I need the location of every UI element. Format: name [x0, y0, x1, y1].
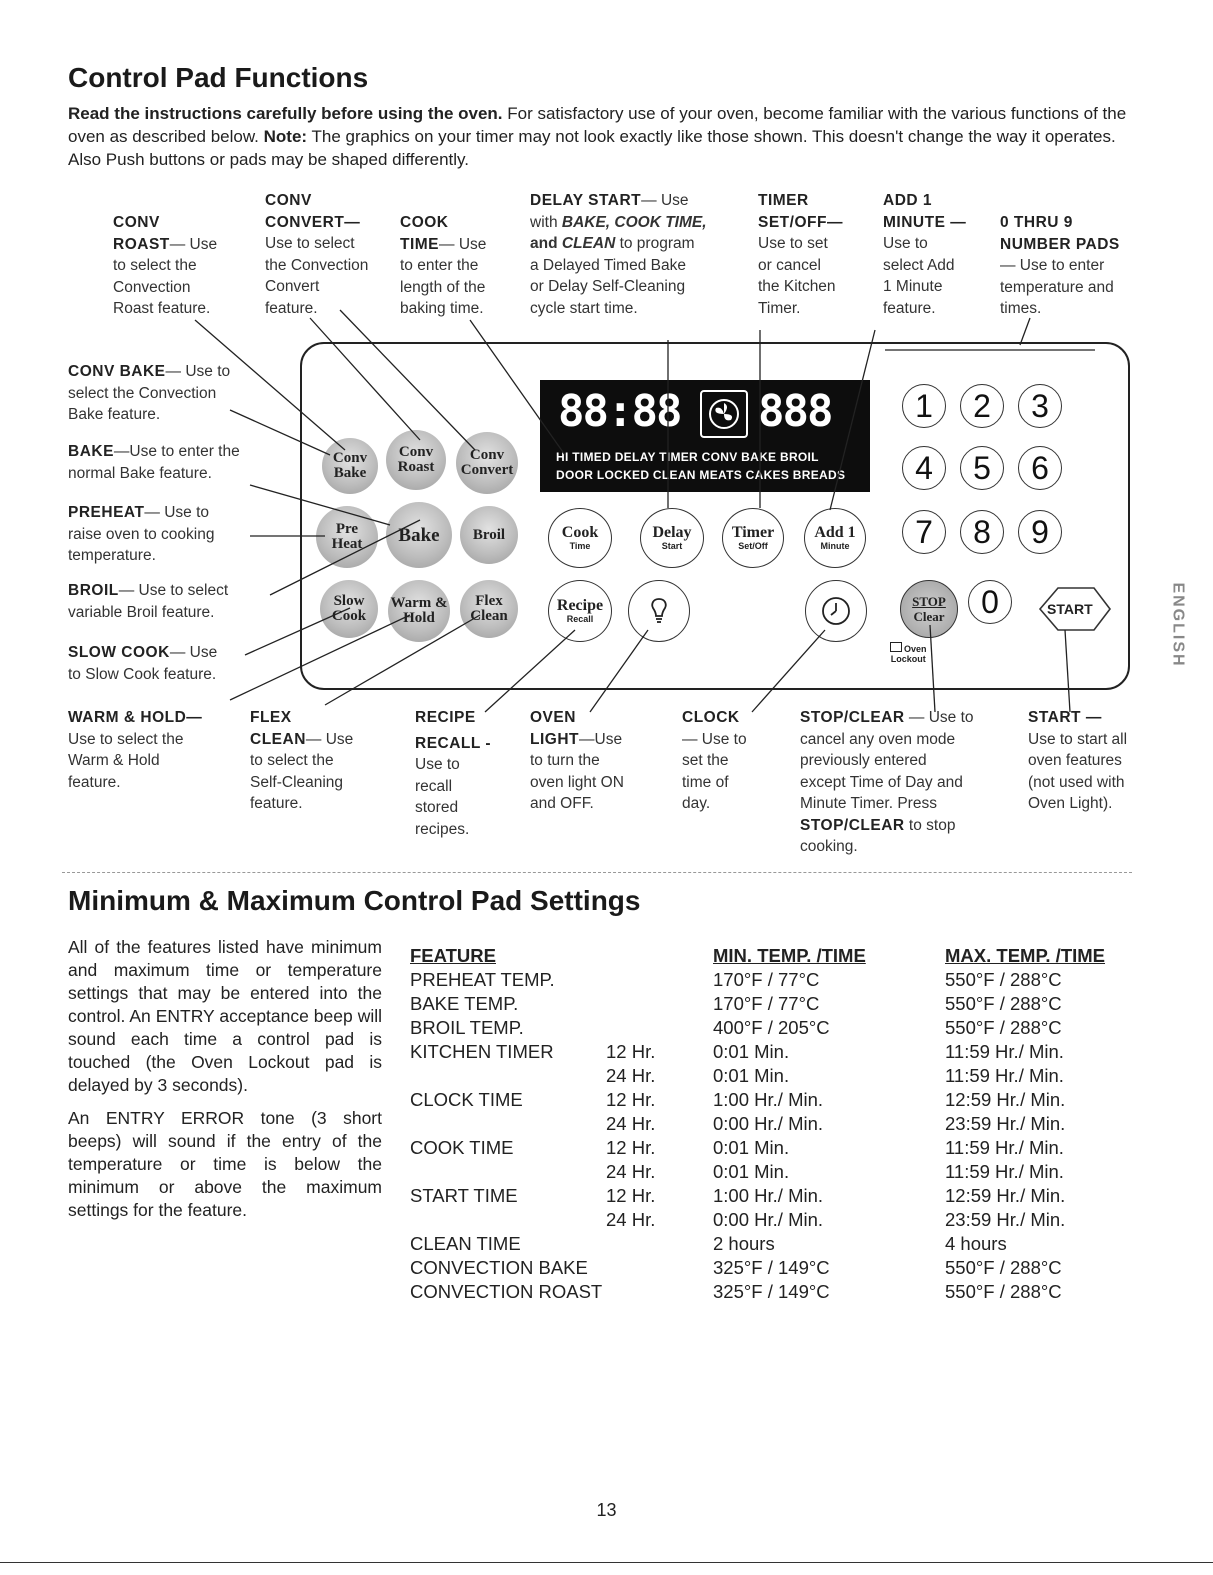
label-clock: CLOCK — Use to set the time of day. — [682, 709, 747, 812]
display-indicators-row1: HI TIMED DELAY TIMER CONV BAKE BROIL — [556, 450, 819, 464]
cook-time-pad[interactable]: Cook Time — [548, 508, 612, 568]
label-stop-clear: STOP/CLEAR — Use to cancel any oven mode previously entered except Time of Day and Minute Timer. Press STOP/CLEAR to stop cooking. — [800, 709, 974, 855]
label-conv-convert: CONV CONVERT— Use to select the Convection Convert feature. — [265, 192, 369, 317]
table-cell-min: 0:00 Hr./ Min. — [713, 1209, 824, 1230]
label-slow-cook: SLOW COOK— Use to Slow Cook feature. — [68, 644, 218, 683]
table-cell-feature: CONVECTION ROAST — [410, 1281, 603, 1302]
label-bake: BAKE—Use to enter the normal Bake feature. — [68, 443, 240, 482]
table-cell-feature: CONVECTION BAKE — [410, 1257, 588, 1278]
table-cell-max: 12:59 Hr./ Min. — [945, 1185, 1066, 1206]
table-cell-max: 11:59 Hr./ Min. — [945, 1137, 1064, 1158]
table-cell-max: 23:59 Hr./ Min. — [945, 1209, 1066, 1230]
table-cell-min: 170°F / 77°C — [713, 993, 820, 1014]
label-cook-time: COOK TIME— Use to enter the length of the baking time. — [400, 214, 487, 317]
label-delay-start: DELAY START— Use with BAKE, COOK TIME, and CLEAN to program a Delayed Timed Bake or Delay Self-Cleaning cycle start time. — [530, 192, 707, 317]
label-start: START — Use to start all oven features (not used with Oven Light). — [1028, 709, 1128, 812]
intro-paragraph: Read the instructions carefully before using the oven. For satisfactory use of your oven, become familiar with the various functions of the oven as described below. Note: The graphics on your timer may not look exactly like those shown. This doesn't change the way it operates. Also Push buttons or pads may be shaped differently. — [68, 104, 1127, 169]
warm-hold-pad[interactable]: Warm & Hold — [388, 580, 450, 642]
display-temp-digits: 888 — [758, 386, 832, 437]
start-pad-label: START — [1047, 601, 1093, 617]
side-language-tab: ENGLISH — [1170, 582, 1187, 668]
table-row — [410, 1160, 1150, 1184]
table-row — [410, 1280, 1150, 1304]
section-divider — [62, 872, 1132, 873]
table-cell-max: 23:59 Hr./ Min. — [945, 1113, 1066, 1134]
table-cell-feature: CLEAN TIME — [410, 1233, 521, 1254]
table-cell-max: 550°F / 288°C — [945, 993, 1062, 1014]
conv-roast-pad[interactable]: Conv Roast — [386, 430, 446, 490]
table-cell-mode: 24 Hr. — [606, 1113, 656, 1134]
table-cell-mode: 24 Hr. — [606, 1161, 656, 1182]
number-pad-3[interactable]: 3 — [1018, 384, 1062, 428]
table-row — [410, 1256, 1150, 1280]
settings-table-body — [410, 968, 1150, 1304]
label-timer: TIMER SET/OFF— Use to set or cancel the Kitchen Timer. — [758, 192, 843, 317]
table-row — [410, 1040, 1150, 1064]
table-cell-max: 550°F / 288°C — [945, 1257, 1062, 1278]
number-pad-9[interactable]: 9 — [1018, 510, 1062, 554]
table-cell-feature: CLOCK TIME — [410, 1089, 523, 1110]
table-row — [410, 1112, 1150, 1136]
table-cell-min: 400°F / 205°C — [713, 1017, 830, 1038]
page-title: Control Pad Functions — [68, 62, 369, 93]
oven-lockout-label: Oven Lockout — [890, 644, 927, 664]
table-row — [410, 1136, 1150, 1160]
table-cell-mode: 12 Hr. — [606, 1137, 656, 1158]
table-cell-feature: BROIL TEMP. — [410, 1017, 524, 1038]
table-row — [410, 1016, 1150, 1040]
table-row — [410, 1088, 1150, 1112]
flex-clean-pad[interactable]: Flex Clean — [460, 580, 518, 638]
timer-set-off-pad[interactable]: Timer Set/Off — [722, 508, 784, 568]
bake-pad[interactable]: Bake — [386, 502, 452, 568]
table-row — [410, 1232, 1150, 1256]
number-pad-2[interactable]: 2 — [960, 384, 1004, 428]
label-conv-bake: CONV BAKE— Use to select the Convection Bake feature. — [68, 363, 231, 423]
add-1-minute-pad[interactable]: Add 1 Minute — [804, 508, 866, 568]
table-cell-max: 550°F / 288°C — [945, 1281, 1062, 1302]
table-row — [410, 992, 1150, 1016]
settings-table-header: FEATURE MIN. TEMP. /TIME MAX. TEMP. /TIME — [410, 945, 1106, 966]
table-cell-max: 550°F / 288°C — [945, 969, 1062, 990]
label-broil: BROIL— Use to select variable Broil feature. — [68, 582, 229, 621]
table-cell-feature: START TIME — [410, 1185, 518, 1206]
display-indicators-row2: DOOR LOCKED CLEAN MEATS CAKES BREADS — [556, 468, 846, 482]
preheat-pad[interactable]: Pre Heat — [316, 506, 378, 568]
table-cell-min: 1:00 Hr./ Min. — [713, 1185, 824, 1206]
recipe-recall-pad[interactable]: Recipe Recall — [548, 580, 612, 642]
table-row — [410, 1064, 1150, 1088]
table-cell-min: 0:01 Min. — [713, 1161, 790, 1182]
number-pad-1[interactable]: 1 — [902, 384, 946, 428]
table-cell-min: 325°F / 149°C — [713, 1257, 830, 1278]
table-cell-max: 4 hours — [945, 1233, 1007, 1254]
table-cell-feature: BAKE TEMP. — [410, 993, 519, 1014]
table-cell-mode: 24 Hr. — [606, 1065, 656, 1086]
table-row — [410, 1184, 1150, 1208]
number-pad-4[interactable]: 4 — [902, 446, 946, 490]
number-pad-5[interactable]: 5 — [960, 446, 1004, 490]
delay-start-pad[interactable]: Delay Start — [640, 508, 704, 568]
section-title: Minimum & Maximum Control Pad Settings — [68, 885, 641, 916]
table-cell-min: 0:01 Min. — [713, 1041, 790, 1062]
conv-bake-pad[interactable]: Conv Bake — [322, 438, 378, 494]
table-cell-mode: 12 Hr. — [606, 1185, 656, 1206]
table-row — [410, 968, 1150, 992]
settings-description-1: All of the features listed have minimum and maximum time or temperature settings that may be entered into the control. An ENTRY acceptance beep will sound each time a control pad is touched (the Oven Lockout pad is delayed by 3 seconds). — [68, 937, 382, 1095]
table-cell-min: 325°F / 149°C — [713, 1281, 830, 1302]
label-conv-roast: CONV ROAST— Use to select the Convection Roast feature. — [113, 214, 218, 317]
slow-cook-pad[interactable]: Slow Cook — [320, 580, 378, 638]
label-add-1-minute: ADD 1 MINUTE — Use to select Add 1 Minute feature. — [883, 192, 967, 317]
label-recipe-recall: RECIPE RECALL - Use to recall stored recipes. — [415, 709, 492, 838]
number-pad-8[interactable]: 8 — [960, 510, 1004, 554]
label-number-pads: 0 THRU 9 NUMBER PADS — Use to enter temperature and times. — [1000, 214, 1120, 317]
table-cell-max: 11:59 Hr./ Min. — [945, 1041, 1064, 1062]
stop-clear-pad[interactable]: STOP Clear — [900, 580, 958, 638]
table-cell-mode: 12 Hr. — [606, 1041, 656, 1062]
display-clock-digits: 88:88 — [558, 386, 681, 437]
page-number: 13 — [596, 1500, 617, 1520]
label-flex-clean: FLEX CLEAN— Use to select the Self-Cleaning feature. — [250, 709, 354, 812]
number-pad-0[interactable]: 0 — [968, 580, 1012, 624]
table-cell-max: 11:59 Hr./ Min. — [945, 1065, 1064, 1086]
table-cell-mode: 12 Hr. — [606, 1089, 656, 1110]
label-preheat: PREHEAT— Use to raise oven to cooking temperature. — [68, 504, 215, 564]
table-cell-feature: COOK TIME — [410, 1137, 514, 1158]
settings-description-2: An ENTRY ERROR tone (3 short beeps) will sound if the entry of the temperature or time is below the minimum or above the maximum settings for the feature. — [68, 1108, 382, 1220]
table-row — [410, 1208, 1150, 1232]
number-pad-6[interactable]: 6 — [1018, 446, 1062, 490]
table-cell-min: 0:00 Hr./ Min. — [713, 1113, 824, 1134]
table-cell-min: 170°F / 77°C — [713, 969, 820, 990]
number-pad-7[interactable]: 7 — [902, 510, 946, 554]
broil-pad[interactable]: Broil — [460, 506, 518, 564]
table-cell-max: 12:59 Hr./ Min. — [945, 1089, 1066, 1110]
table-cell-feature: PREHEAT TEMP. — [410, 969, 555, 990]
label-oven-light: OVEN LIGHT—Use to turn the oven light ON and OFF. — [530, 709, 624, 812]
table-cell-min: 1:00 Hr./ Min. — [713, 1089, 824, 1110]
table-cell-min: 0:01 Min. — [713, 1137, 790, 1158]
conv-convert-pad[interactable]: Conv Convert — [456, 432, 518, 494]
table-cell-max: 550°F / 288°C — [945, 1017, 1062, 1038]
table-cell-min: 2 hours — [713, 1233, 775, 1254]
settings-table — [410, 944, 1150, 1304]
table-cell-feature: KITCHEN TIMER — [410, 1041, 554, 1062]
table-cell-max: 11:59 Hr./ Min. — [945, 1161, 1064, 1182]
label-warm-hold: WARM & HOLD— Use to select the Warm & Hold feature. — [68, 709, 203, 791]
table-cell-min: 0:01 Min. — [713, 1065, 790, 1086]
page-bottom-rule — [0, 1562, 1213, 1563]
table-cell-mode: 24 Hr. — [606, 1209, 656, 1230]
